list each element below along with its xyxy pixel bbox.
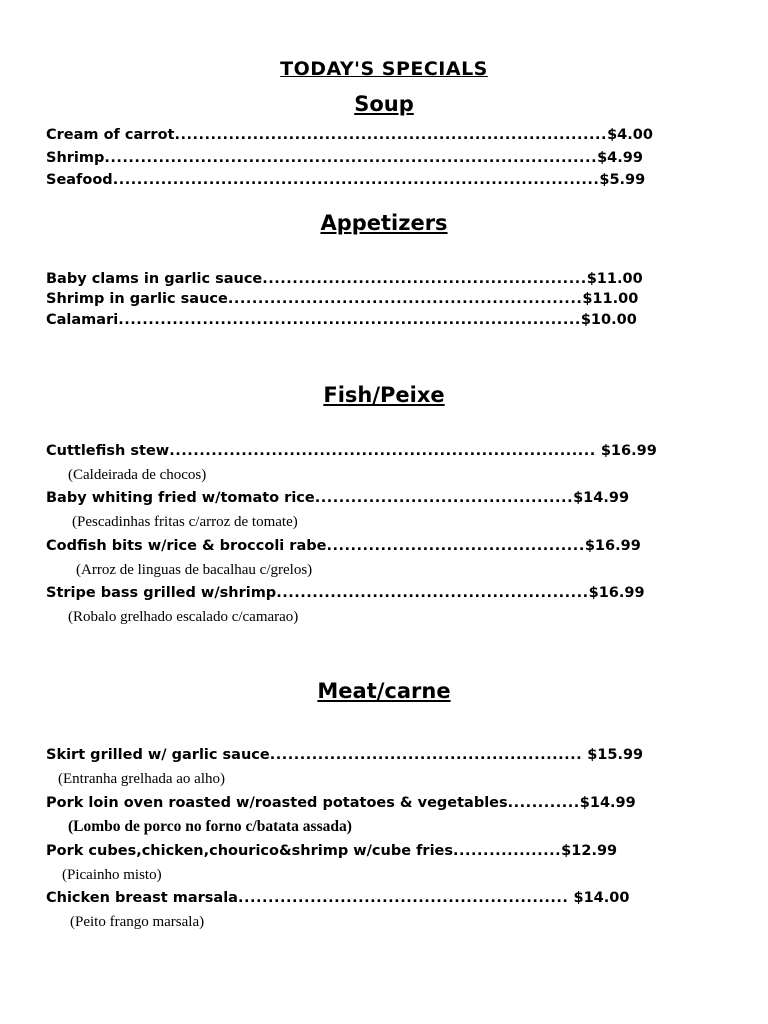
item-name: Shrimp — [46, 150, 105, 166]
section-heading-soup: Soup — [354, 92, 414, 116]
menu-item — [46, 442, 657, 460]
menu-item — [46, 290, 638, 308]
leader-dots: ............................................................................. — [118, 312, 581, 328]
item-name: Codfish bits w/rice & broccoli rabe — [46, 538, 327, 554]
item-name: Seafood — [46, 172, 113, 188]
leader-dots: .................. — [453, 843, 562, 859]
leader-dots: ........................................... — [314, 490, 574, 506]
item-translation: (Robalo grelhado escalado c/camarao) — [68, 609, 299, 625]
item-translation: (Peito frango marsala) — [70, 914, 205, 930]
leader-dots: ........................................... — [326, 538, 585, 554]
item-translation: (Lombo de porco no forno c/batata assada) — [68, 818, 352, 835]
item-translation: (Entranha grelhada ao alho) — [58, 771, 225, 787]
item-translation: (Arroz de linguas de bacalhau c/grelos) — [76, 562, 313, 578]
item-price: $12.99 — [561, 843, 618, 859]
menu-item — [46, 171, 645, 189]
menu-item — [46, 311, 637, 329]
item-name: Cream of carrot — [46, 127, 175, 143]
section-heading-fish: Fish/Peixe — [323, 383, 445, 407]
item-translation: (Pescadinhas fritas c/arroz de tomate) — [72, 514, 298, 530]
item-price: $11.00 — [582, 291, 639, 307]
item-price: $14.99 — [573, 490, 630, 506]
leader-dots: ........................................................................ — [174, 127, 608, 143]
page-title: TODAY'S SPECIALS — [280, 58, 488, 80]
menu-item — [46, 746, 643, 764]
menu-item — [46, 842, 617, 860]
item-price: $4.00 — [607, 127, 653, 143]
leader-dots: .................................................... — [269, 747, 583, 763]
item-name: Pork loin oven roasted w/roasted potatoes & vegetables — [46, 795, 508, 811]
section-heading-appetizers: Appetizers — [320, 211, 448, 235]
item-price: $16.99 — [588, 585, 645, 601]
menu-item — [46, 126, 653, 144]
item-name: Shrimp in garlic sauce — [46, 291, 228, 307]
item-price: $16.99 — [584, 538, 641, 554]
item-name: Chicken breast marsala — [46, 890, 238, 906]
menu-item — [46, 794, 636, 812]
item-name: Stripe bass grilled w/shrimp — [46, 585, 277, 601]
leader-dots: ........................................................... — [227, 291, 583, 307]
leader-dots: .................................................................................. — [104, 150, 598, 166]
item-price: $11.00 — [586, 271, 643, 287]
item-price: $4.99 — [597, 150, 643, 166]
item-name: Baby whiting fried w/tomato rice — [46, 490, 315, 506]
menu-item — [46, 149, 643, 167]
leader-dots: ............ — [507, 795, 580, 811]
menu-item — [46, 270, 643, 288]
item-price: $10.00 — [580, 312, 637, 328]
item-translation: (Picainho misto) — [62, 867, 162, 883]
leader-dots: ................................................................................. — [112, 172, 600, 188]
item-translation: (Caldeirada de chocos) — [68, 467, 207, 483]
item-name: Baby clams in garlic sauce — [46, 271, 263, 287]
menu-item — [46, 889, 629, 907]
menu-item — [46, 537, 641, 555]
leader-dots: ....................................................... — [237, 890, 569, 906]
item-price: $5.99 — [599, 172, 646, 188]
menu-item — [46, 584, 645, 602]
item-price: $14.00 — [568, 890, 630, 906]
item-price: $16.99 — [595, 443, 657, 459]
item-name: Pork cubes,chicken,chourico&shrimp w/cube fries — [46, 843, 454, 859]
item-name: Cuttlefish stew — [46, 443, 170, 459]
menu-item — [46, 489, 629, 507]
leader-dots: ...................................................... — [262, 271, 587, 287]
item-name: Skirt grilled w/ garlic sauce — [46, 747, 270, 763]
item-price: $14.99 — [579, 795, 636, 811]
item-price: $15.99 — [582, 747, 644, 763]
leader-dots: ....................................................................... — [169, 443, 596, 459]
leader-dots: .................................................... — [276, 585, 589, 601]
item-name: Calamari — [46, 312, 119, 328]
section-heading-meat: Meat/carne — [317, 679, 451, 703]
